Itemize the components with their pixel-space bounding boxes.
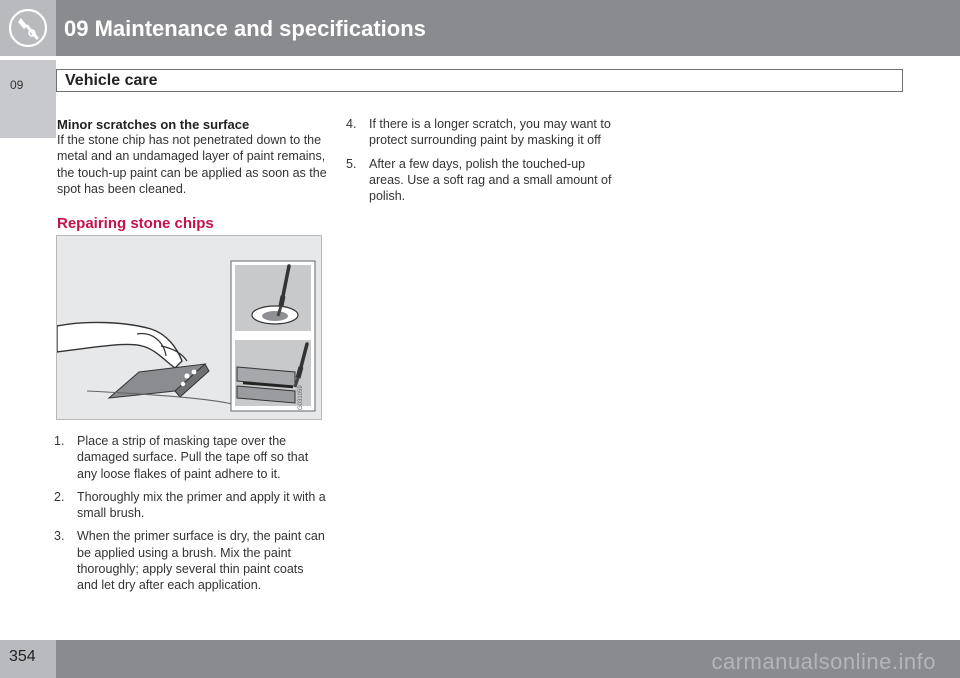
figure-code: G031059 [298, 385, 304, 410]
repair-illustration [56, 235, 322, 420]
step-number: 1. [54, 434, 65, 448]
chapter-icon-box [0, 0, 56, 56]
step-text: If there is a longer scratch, you may want to protect surrounding paint by masking it off [369, 117, 611, 148]
list-item [54, 528, 326, 593]
step-number: 5. [346, 156, 357, 171]
intro-paragraph: If the stone chip has not penetrated down to the metal and an undamaged layer of paint remains, the touch-up paint can be applied as soon as the spot has been cleaned. [57, 133, 327, 196]
repair-heading: Repairing stone chips [57, 215, 214, 232]
step-text: When the primer surface is dry, the paint can be applied using a brush. Mix the paint thoroughly; apply several thin paint coats and let dry after each application. [77, 529, 325, 593]
step-number: 2. [54, 489, 65, 504]
section-title: Vehicle care [65, 72, 158, 89]
step-text: Place a strip of masking tape over the damaged surface. Pull the tape off so that any loose flakes of paint adhere to it. [77, 434, 309, 481]
sub-heading: Minor scratches on the surface [57, 117, 250, 132]
list-item [346, 116, 616, 149]
step-text: After a few days, polish the touched-up areas. Use a soft rag and a small amount of polish. [369, 156, 612, 204]
list-item [54, 433, 326, 482]
steps-list-right [346, 116, 616, 211]
watermark: carmanualsonline.info [711, 649, 936, 674]
step-number: 3. [54, 529, 65, 544]
page-number: 354 [9, 648, 36, 665]
chapter-title: 09 Maintenance and specifications [64, 16, 426, 41]
chapter-side-tab-label: 09 [10, 78, 24, 92]
list-item [346, 156, 616, 205]
steps-list-left [54, 433, 326, 601]
wrench-in-circle-icon [0, 0, 56, 56]
step-text: Thoroughly mix the primer and apply it with a small brush. [77, 489, 326, 521]
list-item [54, 489, 326, 522]
section-header [56, 69, 903, 92]
chapter-side-tab [0, 60, 56, 138]
step-number: 4. [346, 117, 357, 131]
